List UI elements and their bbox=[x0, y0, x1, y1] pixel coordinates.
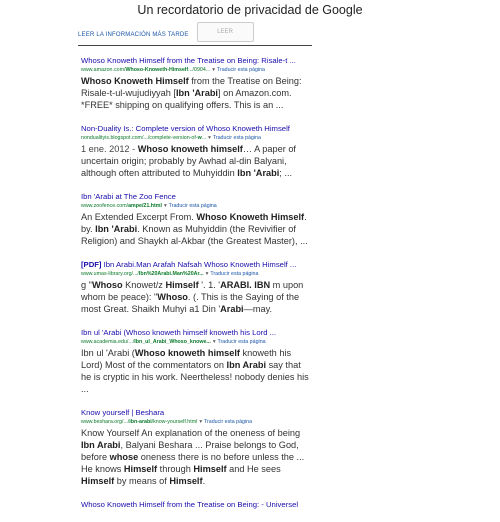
result-snippet bbox=[81, 347, 311, 395]
snippet-highlight: Himself bbox=[193, 464, 227, 474]
snippet-text: … A paper of uncertain origin; probably by Awhad al-din Balyani, although often attributed to Muhyiddin bbox=[81, 144, 296, 178]
result-url-line bbox=[81, 418, 311, 426]
snippet-highlight: Himself bbox=[123, 464, 158, 474]
search-result bbox=[81, 55, 311, 111]
snippet-text: —may. bbox=[243, 304, 273, 314]
privacy-reminder-actions bbox=[78, 22, 254, 42]
snippet-highlight: Ibn 'Arabi bbox=[95, 224, 138, 234]
read-later-link[interactable]: LEER LA INFORMACIÓN MÁS TARDE bbox=[78, 32, 189, 38]
result-url-line bbox=[81, 66, 311, 74]
dropdown-arrow-icon[interactable]: ▾ bbox=[212, 67, 215, 73]
translate-link[interactable]: Traducir esta página bbox=[203, 419, 253, 425]
snippet-text: m upon whom be peace): " bbox=[81, 280, 304, 302]
translate-link[interactable]: Traducir esta página bbox=[216, 67, 265, 73]
snippet-text: . (. This is the Saying of the most Great. Shaikh Muhyi a1 Din ' bbox=[81, 292, 300, 314]
result-title-text: Whoso Knoweth Himself from the Treatise on Being: - Universel bbox=[81, 500, 299, 509]
snippet-text: ] on Amazon.com. *FREE* shipping on qualifying offers. This is an ... bbox=[81, 88, 292, 110]
result-url-tail: /know-yourself.html bbox=[151, 419, 198, 425]
search-results-list bbox=[81, 55, 311, 522]
snippet-highlight: Whoso knoweth himself bbox=[134, 348, 240, 358]
result-url-bold: Whoso-Knoweth-Himself bbox=[125, 67, 189, 73]
result-snippet bbox=[81, 427, 311, 487]
snippet-text: g " bbox=[81, 280, 92, 290]
result-title-text: Ibn 'Arabi at The Zoo Fence bbox=[81, 192, 176, 201]
snippet-highlight: Ibn Arabi bbox=[226, 360, 267, 370]
result-url: nondualityis.blogspot.com/.../complete-version-of- bbox=[81, 135, 198, 141]
result-snippet bbox=[81, 143, 311, 179]
snippet-highlight: whose bbox=[109, 452, 139, 462]
result-url-bold: w bbox=[197, 135, 202, 141]
snippet-text: Ibn ul 'Arabi ( bbox=[81, 348, 135, 358]
result-title-text: Ibn ul 'Arabi (Whoso knoweth himself knoweth his Lord ... bbox=[81, 328, 277, 337]
snippet-highlight: Whoso Knoweth Himself bbox=[81, 76, 189, 86]
snippet-highlight: Himself bbox=[169, 476, 203, 486]
snippet-highlight: Ibn 'Arabi bbox=[237, 168, 280, 178]
result-title-link[interactable] bbox=[81, 327, 311, 338]
result-url-bold: Ibn_ul_Arabi_Whoso_knowe... bbox=[134, 339, 211, 345]
result-url-line bbox=[81, 202, 311, 210]
pdf-tag: [PDF] bbox=[81, 260, 102, 269]
dropdown-arrow-icon[interactable]: ▾ bbox=[212, 339, 216, 345]
result-url-tail: ... bbox=[201, 135, 207, 141]
dropdown-arrow-icon[interactable]: ▾ bbox=[205, 271, 209, 277]
snippet-text: . by. bbox=[81, 212, 307, 234]
snippet-text: through bbox=[157, 464, 194, 474]
translate-link[interactable]: Traducir esta página bbox=[217, 339, 266, 345]
privacy-reminder-title: Un recordatorio de privacidad de Google bbox=[137, 3, 363, 17]
snippet-highlight: Whoso knoweth himself bbox=[137, 144, 243, 154]
snippet-text: , Balyani Beshara ... Praise belongs to God, before bbox=[81, 440, 299, 462]
result-date: 1 ene. 2012 - bbox=[81, 144, 138, 154]
result-snippet bbox=[81, 211, 311, 247]
snippet-text: knoweth his Lord) Most of the commentators on bbox=[81, 348, 292, 370]
translate-link[interactable]: Traducir esta página bbox=[212, 135, 261, 141]
snippet-text: . bbox=[202, 476, 206, 486]
snippet-highlight: Ibn 'Arabi bbox=[175, 88, 218, 98]
banner-divider bbox=[78, 45, 312, 46]
result-title-link[interactable] bbox=[81, 55, 311, 66]
search-result bbox=[81, 407, 311, 487]
snippet-text: An Extended Excerpt From. bbox=[81, 212, 197, 222]
search-result bbox=[81, 499, 311, 510]
snippet-text: ; ... bbox=[279, 168, 293, 178]
result-title-link[interactable] bbox=[81, 259, 311, 270]
search-result bbox=[81, 259, 311, 315]
result-url: www.amazon.com/ bbox=[81, 67, 126, 73]
snippet-text: Know Yourself An explanation of the oneness of being bbox=[81, 428, 301, 438]
translate-link[interactable]: Traducir esta página bbox=[210, 271, 259, 277]
result-snippet bbox=[81, 279, 311, 315]
result-url: www.umas-library.org/.../ bbox=[81, 271, 139, 277]
result-title-text: Whoso Knoweth Himself from the Treatise on Being: Risale-t ... bbox=[81, 56, 296, 65]
result-snippet bbox=[81, 75, 311, 111]
search-result bbox=[81, 191, 311, 247]
result-title-text: Ibn Arabi.Man Arafah Nafsah Whoso Knoweth Himself ... bbox=[101, 260, 297, 269]
result-title-link[interactable] bbox=[81, 407, 311, 418]
read-button[interactable]: LEER bbox=[197, 22, 254, 42]
result-url-bold: ampe/21.html bbox=[128, 203, 162, 209]
snippet-text: by means of bbox=[114, 476, 170, 486]
snippet-highlight: Whoso bbox=[157, 292, 188, 302]
snippet-text: say that he is cryptic in his work. Neertheless! nobody denies his ... bbox=[81, 360, 309, 394]
result-url-bold: Ibn%20Arabi.Man%20Ar... bbox=[138, 271, 204, 277]
result-url-tail: .../0904... bbox=[188, 67, 211, 73]
result-url: www.beshara.org/.../ bbox=[81, 419, 130, 425]
result-title-link[interactable] bbox=[81, 499, 311, 510]
snippet-highlight: Himself bbox=[81, 476, 115, 486]
result-title-link[interactable] bbox=[81, 123, 311, 134]
dropdown-arrow-icon[interactable]: ▾ bbox=[199, 419, 202, 425]
search-result bbox=[81, 327, 311, 395]
dropdown-arrow-icon[interactable]: ▾ bbox=[163, 203, 167, 209]
result-url: www.academia.edu/.../ bbox=[81, 339, 135, 345]
result-title-text: Non-Duality Is.: Complete version of Whoso Knoweth Himself bbox=[81, 124, 290, 133]
snippet-highlight: Whoso Knoweth Himself bbox=[196, 212, 305, 222]
snippet-text: . Known as Muhyiddin (the Revivifier of Religion) and Shaykh al-Akbar (the Greatest Master), ... bbox=[81, 224, 308, 246]
snippet-text: oneness there is no before unless the ... He knows bbox=[81, 452, 305, 474]
result-url-line bbox=[81, 338, 311, 346]
snippet-text: Knowet/z bbox=[122, 280, 166, 290]
snippet-highlight: ARABI. IBN bbox=[220, 280, 271, 290]
result-url-line bbox=[81, 270, 311, 278]
snippet-text: '. 1. ' bbox=[198, 280, 221, 290]
snippet-text: from the Treatise on Being: Risale-t-ul-wujudiyyah [ bbox=[81, 76, 302, 98]
result-url: www.zoofence.com/ bbox=[81, 203, 129, 209]
snippet-highlight: Ibn Arabi bbox=[81, 440, 121, 450]
translate-link[interactable]: Traducir esta página bbox=[168, 203, 217, 209]
result-url-bold: ibn-arabi bbox=[129, 419, 152, 425]
search-result bbox=[81, 123, 311, 179]
result-title-text: Know yourself | Beshara bbox=[81, 408, 165, 417]
snippet-highlight: Arabi bbox=[220, 304, 244, 314]
result-title-link[interactable] bbox=[81, 191, 311, 202]
result-url-line bbox=[81, 134, 311, 142]
snippet-highlight: Whoso bbox=[91, 280, 123, 290]
snippet-text: and He sees bbox=[226, 464, 281, 474]
dropdown-arrow-icon[interactable]: ▾ bbox=[208, 135, 211, 141]
snippet-highlight: Himself bbox=[165, 280, 199, 290]
